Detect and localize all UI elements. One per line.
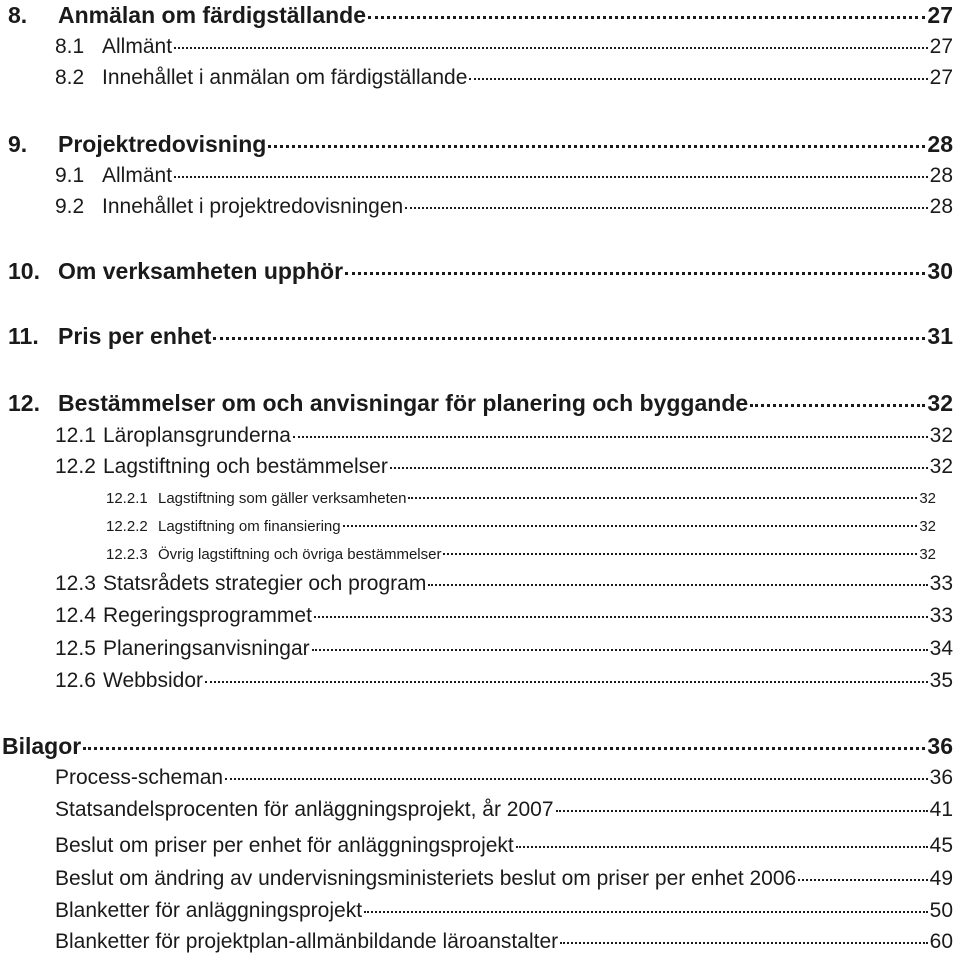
- entry-title: Allmänt: [102, 164, 173, 187]
- dot-leader: [560, 942, 928, 944]
- entry-number: 9.2: [55, 195, 85, 218]
- dot-leader: [390, 467, 928, 469]
- entry-title: Bestämmelser om och anvisningar för planering och byggande: [58, 390, 749, 416]
- entry-title: Beslut om priser per enhet för anläggningsprojekt: [55, 834, 514, 857]
- toc-entry: [8, 2, 953, 28]
- toc-entry: [55, 164, 953, 188]
- entry-title: Läroplansgrunderna: [103, 424, 291, 447]
- toc-entry: [55, 195, 953, 219]
- toc-entry: [55, 867, 953, 891]
- entry-page: 27: [929, 66, 953, 89]
- entry-number: 12.2: [55, 455, 96, 478]
- toc-entry: [106, 546, 936, 563]
- dot-leader: [83, 747, 925, 750]
- entry-page: 34: [929, 637, 953, 660]
- entry-page: 31: [927, 323, 953, 349]
- entry-title: Webbsidor: [103, 669, 203, 692]
- entry-title: Anmälan om färdigställande: [58, 2, 367, 28]
- entry-number: 12.: [8, 390, 40, 416]
- entry-title: Lagstiftning och bestämmelser: [103, 455, 388, 478]
- toc-entry: [8, 258, 953, 284]
- entry-title: Pris per enhet: [58, 323, 212, 349]
- entry-title: Lagstiftning om finansiering: [158, 518, 341, 535]
- toc-entry: [55, 455, 953, 479]
- toc-entry: [55, 834, 953, 858]
- entry-page: 36: [929, 766, 953, 789]
- entry-page: 36: [927, 733, 953, 759]
- entry-title: Innehållet i projektredovisningen: [102, 195, 404, 218]
- entry-number: 8.: [8, 2, 28, 28]
- entry-page: 50: [929, 899, 953, 922]
- entry-title: Lagstiftning som gäller verksamheten: [158, 490, 407, 507]
- entry-page: 30: [927, 258, 953, 284]
- toc-entry: [8, 390, 953, 416]
- entry-title: Statsrådets strategier och program: [103, 572, 427, 595]
- entry-page: 32: [919, 490, 936, 507]
- dot-leader: [750, 404, 925, 407]
- entry-page: 28: [929, 164, 953, 187]
- toc-entry: [106, 490, 936, 507]
- dot-leader: [345, 272, 925, 275]
- entry-title: Om verksamheten upphör: [58, 258, 344, 284]
- dot-leader: [556, 810, 928, 812]
- toc-entry: [8, 131, 953, 157]
- entry-page: 49: [929, 867, 953, 890]
- toc-entry: [55, 35, 953, 59]
- toc-entry: [2, 733, 953, 759]
- entry-page: 32: [929, 424, 953, 447]
- entry-page: 32: [927, 390, 953, 416]
- dot-leader: [268, 145, 925, 148]
- entry-page: 27: [929, 35, 953, 58]
- dot-leader: [469, 78, 927, 80]
- entry-title: Övrig lagstiftning och övriga bestämmelser: [158, 546, 442, 563]
- entry-number: 9.1: [55, 164, 85, 187]
- entry-title: Projektredovisning: [58, 131, 267, 157]
- dot-leader: [312, 649, 928, 651]
- entry-title: Allmänt: [102, 35, 173, 58]
- entry-number: 12.2.1: [106, 490, 148, 507]
- dot-leader: [368, 16, 925, 19]
- dot-leader: [293, 436, 928, 438]
- toc-entry: [8, 323, 953, 349]
- entry-title: Blanketter för anläggningsprojekt: [55, 899, 363, 922]
- entry-page: 28: [929, 195, 953, 218]
- entry-page: 32: [919, 546, 936, 563]
- entry-title: Process-scheman: [55, 766, 224, 789]
- entry-title: Regeringsprogrammet: [103, 604, 312, 627]
- entry-page: 28: [927, 131, 953, 157]
- toc-entry: [55, 66, 953, 90]
- dot-leader: [343, 525, 918, 527]
- dot-leader: [174, 47, 928, 49]
- entry-page: 33: [929, 604, 953, 627]
- toc-entry: [106, 518, 936, 535]
- toc-entry: [55, 930, 953, 954]
- entry-number: 12.5: [55, 637, 96, 660]
- entry-number: 10.: [8, 258, 40, 284]
- entry-page: 60: [929, 930, 953, 953]
- toc-entry: [55, 424, 953, 448]
- entry-page: 41: [929, 798, 953, 821]
- entry-number: 8.2: [55, 66, 85, 89]
- entry-title: Statsandelsprocenten för anläggningsprojekt, år 2007: [55, 798, 554, 821]
- toc-entry: [55, 669, 953, 693]
- entry-title: Blanketter för projektplan-allmänbildande läroanstalter: [55, 930, 559, 953]
- entry-page: 35: [929, 669, 953, 692]
- entry-page: 27: [927, 2, 953, 28]
- dot-leader: [314, 616, 928, 618]
- toc-entry: [55, 637, 953, 661]
- dot-leader: [408, 497, 917, 499]
- dot-leader: [516, 846, 928, 848]
- toc-entry: [55, 604, 953, 628]
- dot-leader: [364, 911, 928, 913]
- entry-title: Beslut om ändring av undervisningsministeriets beslut om priser per enhet 2006: [55, 867, 797, 890]
- toc-entry: [55, 899, 953, 923]
- entry-page: 32: [929, 455, 953, 478]
- entry-number: 12.3: [55, 572, 96, 595]
- dot-leader: [213, 337, 925, 340]
- entry-number: 12.1: [55, 424, 96, 447]
- entry-title: Bilagor: [2, 733, 82, 759]
- entry-page: 33: [929, 572, 953, 595]
- toc-entry: [55, 798, 953, 822]
- dot-leader: [443, 553, 917, 555]
- entry-title: Planeringsanvisningar: [103, 637, 310, 660]
- entry-number: 11.: [8, 323, 39, 349]
- entry-page: 32: [919, 518, 936, 535]
- entry-number: 9.: [8, 131, 28, 157]
- entry-number: 12.2.3: [106, 546, 148, 563]
- entry-number: 12.4: [55, 604, 96, 627]
- dot-leader: [205, 681, 928, 683]
- entry-number: 12.6: [55, 669, 96, 692]
- entry-number: 8.1: [55, 35, 85, 58]
- dot-leader: [798, 879, 927, 881]
- dot-leader: [225, 778, 928, 780]
- dot-leader: [428, 584, 927, 586]
- entry-number: 12.2.2: [106, 518, 148, 535]
- dot-leader: [405, 207, 927, 209]
- entry-title: Innehållet i anmälan om färdigställande: [102, 66, 468, 89]
- toc-entry: [55, 766, 953, 790]
- dot-leader: [174, 176, 928, 178]
- entry-page: 45: [929, 834, 953, 857]
- toc-entry: [55, 572, 953, 596]
